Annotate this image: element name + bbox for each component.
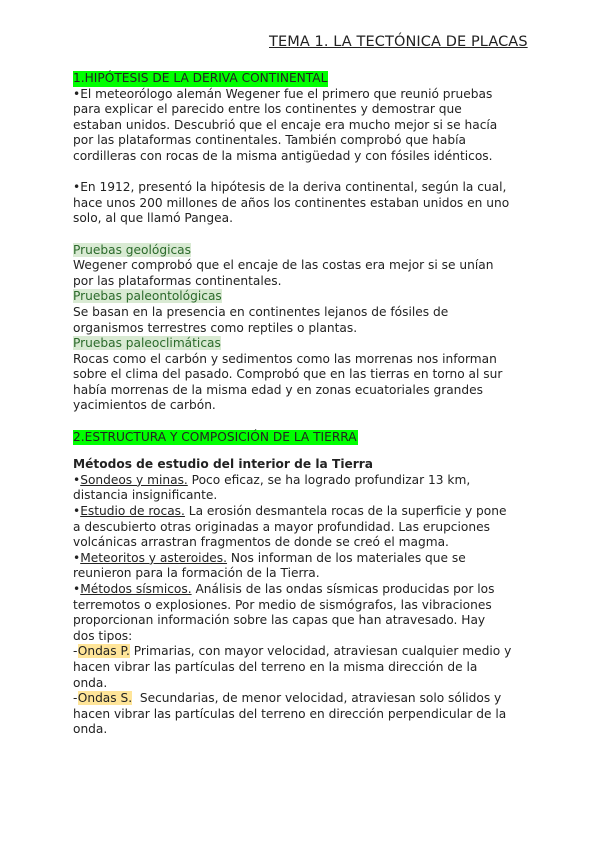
method-meteoritos-label: Meteoritos y asteroides.: [80, 550, 228, 565]
method-meteoritos-text: Nos informan de los materiales que se: [227, 550, 466, 565]
method-sondeos-text: Poco eficaz, se ha logrado profundizar 13 km,: [187, 472, 471, 487]
text-line: hacen vibrar las partículas del terreno en la misma dirección de la: [73, 659, 478, 674]
text-line: onda.: [73, 675, 108, 690]
ondas-p-text: Primarias, con mayor velocidad, atraviesan cualquier medio y: [129, 644, 512, 659]
method-sondeos-label: Sondeos y minas.: [80, 472, 188, 487]
method-rocas: •Estudio de rocas. La erosión desmantela rocas de la superficie y pone: [73, 504, 507, 519]
method-sondeos: •Sondeos y minas. Poco eficaz, se ha logrado profundizar 13 km,: [73, 472, 471, 487]
text-line: hace unos 200 millones de años los continentes estaban unidos en uno: [73, 195, 510, 210]
section-heading-2: 2.ESTRUCTURA Y COMPOSICIÓN DE LA TIERRA: [73, 429, 357, 444]
paleontological-evidence-label: Pruebas paleontológicas: [73, 289, 222, 304]
document-title: TEMA 1. LA TECTÓNICA DE PLACAS: [269, 34, 528, 50]
text-line: estaban unidos. Descubrió que el encaje era mucho mejor si se hacía: [73, 117, 498, 132]
text-line: •El meteorólogo alemán Wegener fue el primero que reunió pruebas: [73, 86, 493, 101]
method-rocas-text: La erosión desmantela rocas de la superficie y pone: [184, 504, 507, 519]
document-body: [73, 71, 533, 738]
text-line: proporcionan información sobre las capas que han atravesado. Hay: [73, 613, 486, 628]
ondas-s-text: Secundarias, de menor velocidad, atraviesan solo sólidos y: [132, 691, 502, 706]
methods-subheading: Métodos de estudio del interior de la Tierra: [73, 457, 374, 472]
text-line: cordilleras con rocas de la misma antigüedad y con fósiles idénticos.: [73, 148, 493, 163]
text-line: terremotos o explosiones. Por medio de sismógrafos, las vibraciones: [73, 597, 492, 612]
method-sismicos: •Métodos sísmicos. Análisis de las ondas sísmicas producidas por los: [73, 582, 495, 596]
text-line: Wegener comprobó que el encaje de las costas era mejor si se unían: [73, 258, 494, 273]
text-line: por las plataformas continentales. También comprobó que había: [73, 133, 466, 148]
text-line: onda.: [73, 722, 108, 737]
ondas-s-label: Ondas S.: [77, 691, 133, 706]
text-line: a descubierto otras originadas a mayor profundidad. Las erupciones: [73, 519, 490, 534]
text-line: organismos terrestres como reptiles o plantas.: [73, 320, 358, 335]
text-line: •En 1912, presentó la hipótesis de la deriva continental, según la cual,: [73, 180, 507, 195]
text-line: volcánicas arrastran fragmentos de donde se creó el magma.: [73, 535, 449, 550]
paleoclimatic-evidence-label: Pruebas paleoclimáticas: [73, 336, 221, 351]
text-line: sobre el clima del pasado. Comprobó que en las tierras en torno al sur: [73, 367, 503, 382]
section-heading-1: 1.HIPÓTESIS DE LA DERIVA CONTINENTAL: [73, 71, 328, 85]
ondas-s: -Ondas S. Secundarias, de menor velocidad, atraviesan solo sólidos y: [73, 691, 502, 706]
ondas-p-label: Ondas P.: [77, 644, 130, 659]
text-line: solo, al que llamó Pangea.: [73, 211, 233, 226]
text-line: Se basan en la presencia en continentes lejanos de fósiles de: [73, 304, 449, 319]
s1-paragraph-2: [73, 180, 533, 227]
s1-paragraph-1: [73, 87, 533, 165]
ondas-p: -Ondas P. Primarias, con mayor velocidad, atraviesan cualquier medio y: [73, 644, 512, 659]
text-line: hacen vibrar las partículas del terreno en dirección perpendicular de la: [73, 706, 507, 721]
text-line: distancia insignificante.: [73, 488, 218, 503]
geological-evidence-label: Pruebas geológicas: [73, 242, 191, 257]
text-line: por las plataformas continentales.: [73, 273, 282, 288]
text-line: había morrenas de la misma edad y en zonas ecuatoriales grandes: [73, 382, 483, 397]
text-line: reunieron para la formación de la Tierra.: [73, 566, 320, 581]
method-rocas-label: Estudio de rocas.: [80, 504, 185, 519]
text-line: yacimientos de carbón.: [73, 398, 216, 413]
text-line: dos tipos:: [73, 628, 133, 643]
method-sismicos-label: Métodos sísmicos.: [80, 582, 192, 596]
method-meteoritos: •Meteoritos y asteroides. Nos informan de los materiales que se: [73, 550, 466, 565]
method-sismicos-text: Análisis de las ondas sísmicas producidas por los: [191, 582, 495, 596]
text-line: Rocas como el carbón y sedimentos como las morrenas nos informan: [73, 351, 497, 366]
text-line: para explicar el parecido entre los continentes y demostrar que: [73, 102, 462, 117]
